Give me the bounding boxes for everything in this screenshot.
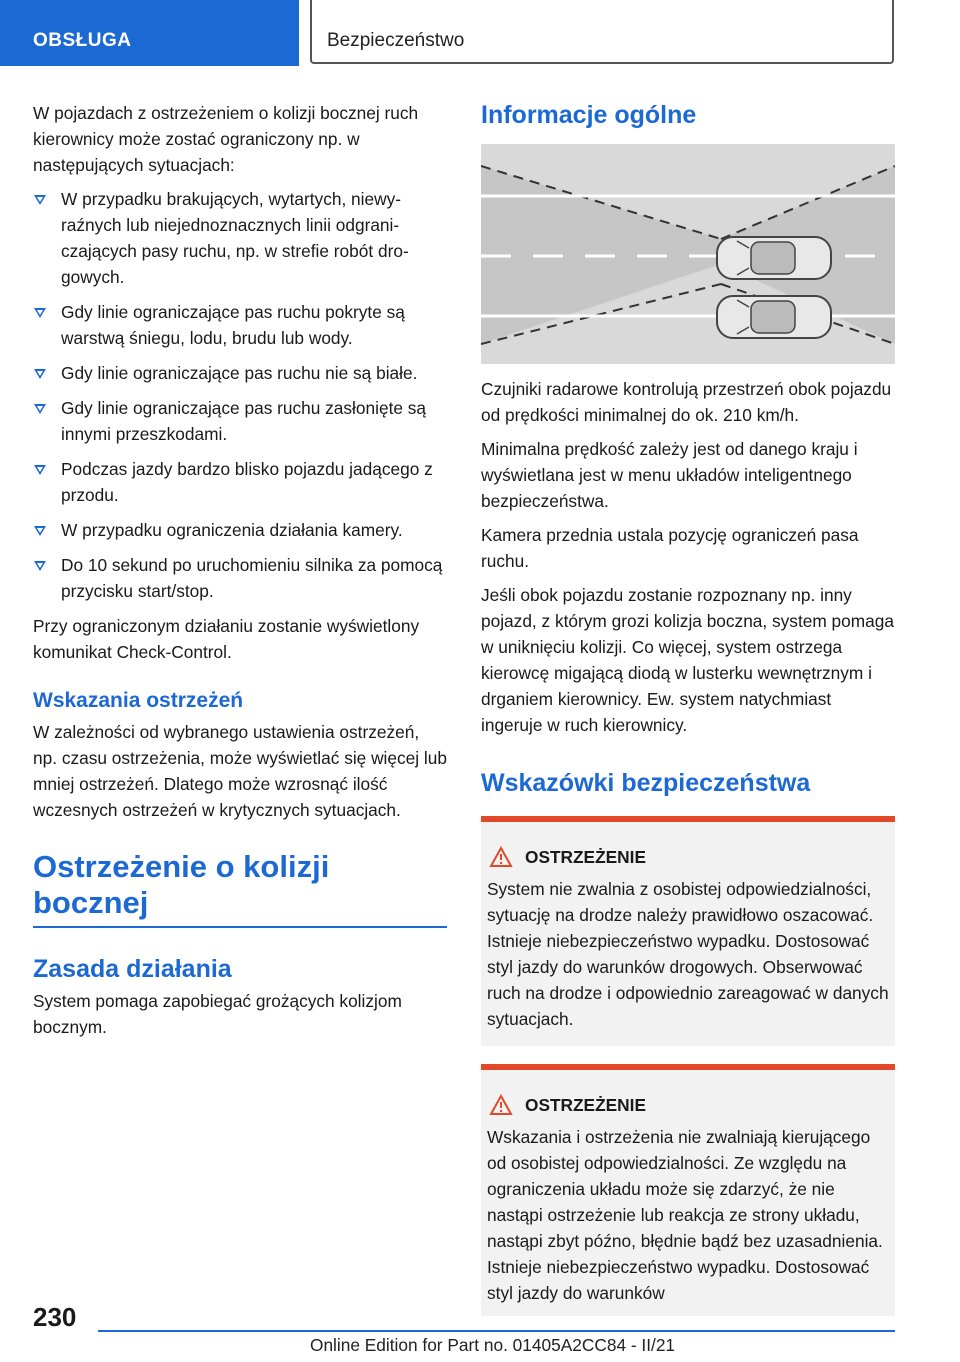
car-icon: [717, 237, 831, 279]
list-item: W przypadku brakujących, wytartych, niewyraźnych lub niejednoznacznych linii odgraniczających pasy ruchu, np. w strefie robót drogowych.: [33, 186, 447, 290]
limitations-list: [33, 186, 447, 604]
warning-box: [481, 816, 895, 1046]
check-control-paragraph: Przy ograniczonym działaniu zostanie wyświetlony komunikat Check-Control.: [33, 616, 420, 662]
bullet-triangle-icon: [34, 526, 46, 536]
warning-triangle-icon: [489, 846, 513, 868]
general-info-heading: Informacje ogólne: [481, 101, 697, 129]
bullet-triangle-icon: [34, 308, 46, 318]
warning-triangle-icon: [489, 1094, 513, 1116]
list-item: Podczas jazdy bardzo blisko pojazdu jadącego z przodu.: [33, 456, 447, 508]
list-item: Do 10 sekund po uruchomieniu silnika za pomocą przycisku start/stop.: [33, 552, 447, 604]
intro-paragraph: W pojazdach z ostrzeżeniem o kolizji bocznej ruch kierownicy może zostać ograniczony np. w następujących sytuacjach:: [33, 103, 419, 175]
warning-box: [481, 1064, 895, 1316]
warning-text: System nie zwalnia z osobistej odpowiedzialności, sytuację na drodze należy prawidłowo oszacować. Istnieje niebezpieczeństwo wypadku. Dostosować styl jazdy do warunków drogowych. Obserwować ruch na drodze i odpowiednio zareagować w danych sytuacjach.: [487, 879, 889, 1029]
bullet-triangle-icon: [34, 561, 46, 571]
safety-heading: Wskazówki bezpieczeństwa: [481, 769, 811, 797]
info-paragraph: Kamera przednia ustala pozycję ograniczeń pasa ruchu.: [481, 525, 859, 571]
bullet-triangle-icon: [34, 404, 46, 414]
principle-heading: Zasada działania: [33, 955, 232, 983]
bullet-triangle-icon: [34, 465, 46, 475]
warning-title: OSTRZEŻENIE: [487, 844, 889, 870]
list-item: Gdy linie ograniczające pas ruchu nie są białe.: [33, 360, 447, 386]
footer-divider: [98, 1330, 895, 1332]
edition-footer: Online Edition for Part no. 01405A2CC84 - II/21: [310, 1335, 676, 1355]
bullet-triangle-icon: [34, 369, 46, 379]
car-icon: [717, 296, 831, 338]
list-item: W przypadku ograniczenia działania kamery.: [33, 517, 447, 543]
chapter-title: Bezpieczeństwo: [310, 0, 894, 64]
warnings-paragraph: W zależności od wybranego ustawienia ostrzeżeń, np. czasu ostrzeżenia, może wyświetlać się więcej lub mniej ostrzeżeń. Dlatego może wzrosnąć ilość wczesnych ostrzeżeń w krytycznych sytuacjach.: [33, 722, 447, 820]
warning-text: Wskazania i ostrzeżenia nie zwalniają kierującego od osobistej odpowiedzialności. Ze względu na ograniczenia układu może się zdarzyć, że nie nastąpi ostrzeżenie lub reakcja ze strony układu, nastąpi zbyt późno, błędnie bądź bez uzasadnienia. Istnieje niebezpieczeństwo wypadku. Dostosować styl jazdy do warunków: [487, 1127, 883, 1303]
right-column: [481, 100, 895, 1316]
principle-paragraph: System pomaga zapobiegać grożących kolizjom bocznym.: [33, 991, 402, 1037]
radar-diagram: [481, 144, 895, 364]
left-column: [33, 100, 447, 1048]
info-paragraph: Minimalna prędkość zależy jest od danego kraju i wyświetlana jest w menu układów inteligentnego bezpieczeństwa.: [481, 439, 858, 511]
page-number: 230: [33, 1302, 77, 1332]
bullet-triangle-icon: [34, 195, 46, 205]
section-tab: OBSŁUGA: [0, 0, 299, 66]
list-item: Gdy linie ograniczające pas ruchu pokryte są warstwą śniegu, lodu, brudu lub wody.: [33, 299, 447, 351]
warnings-heading: Wskazania ostrzeżeń: [33, 689, 244, 712]
section-heading: Ostrzeżenie o kolizji bocznej: [33, 849, 447, 928]
info-paragraph: Jeśli obok pojazdu zostanie rozpoznany np. inny pojazd, z którym grozi kolizja boczna, system pomaga w uniknięciu kolizji. Co więcej, system ostrzega kierowcę migającą diodą w lusterku wewnętrznym i drganiem kierownicy. Ew. system natychmiast ingeruje w ruch kierownicy.: [481, 585, 895, 735]
warning-title: OSTRZEŻENIE: [487, 1092, 889, 1118]
list-item: Gdy linie ograniczające pas ruchu zasłonięte są innymi przeszkodami.: [33, 395, 447, 447]
info-paragraph: Czujniki radarowe kontrolują przestrzeń obok pojazdu od prędkości minimalnej do ok. 210 km/h.: [481, 379, 892, 425]
